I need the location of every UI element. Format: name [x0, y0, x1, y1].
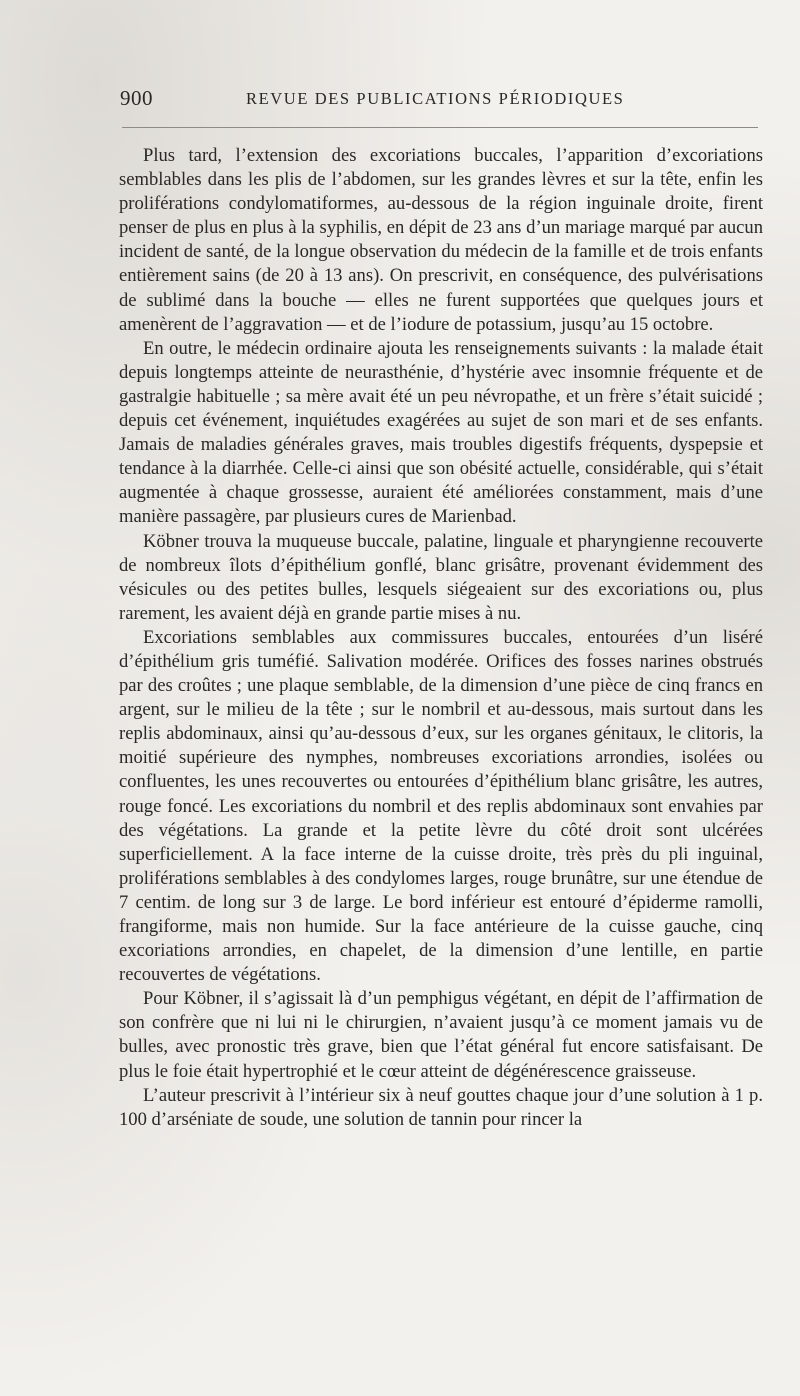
paragraph: L’auteur prescrivit à l’intérieur six à neuf gouttes chaque jour d’une solution à 1 p. 100 d’arséniate de soude, une solution de tannin pour rincer la	[119, 1084, 763, 1130]
header-rule	[122, 127, 758, 128]
paragraph: Excoriations semblables aux commissures buccales, entourées d’un liséré d’épithélium gris tuméfié. Salivation modérée. Orifices des fosses narines obstrués par des croûtes ; une plaque semblable, de la dimension d’une pièce de cinq francs en argent, sur le milieu de la tête ; sur le nombril et au-dessous, mais surtout dans les replis abdominaux, ainsi qu’au-dessous d’eux, sur les organes génitaux, le clitoris, la moitié supérieure des nymphes, nombreuses excoriations arrondies, isolées ou confluentes, les unes recouvertes ou entourées d’épithélium blanc grisâtre, les autres, rouge foncé. Les excoriations du nombril et des replis abdominaux sont envahies par des végétations. La grande et la petite lèvre du côté droit sont ulcérées superficiellement. A la face interne de la cuisse droite, très près du pli inguinal, proliférations semblables à des condylomes larges, rouge brunâtre, sur une étendue de 7 centim. de long sur 3 de large. Le bord inférieur est entouré d’épiderme ramolli, frangiforme, mais non humide. Sur la face antérieure de la cuisse gauche, cinq excoriations arrondies, en chapelet, de la dimension d’une lentille, en partie recouvertes de végétations.	[119, 626, 763, 986]
running-title: REVUE DES PUBLICATIONS PÉRIODIQUES	[246, 89, 625, 108]
paragraph: Pour Köbner, il s’agissait là d’un pemphigus végétant, en dépit de l’affirmation de son confrère que ni lui ni le chirurgien, n’avaient jusqu’à ce moment jamais vu de bulles, avec pronostic très grave, bien que l’état général fut encore satisfaisant. De plus le foie était hypertrophié et le cœur atteint de dégénérescence graisseuse.	[119, 988, 763, 1082]
paragraph: Plus tard, l’extension des excoriations buccales, l’apparition d’excoriations semblables dans les plis de l’abdomen, sur les grandes lèvres et sur la tête, enfin les proliférations condylomatiformes, au-dessous de la région inguinale droite, firent penser de plus en plus à la syphilis, en dépit de 23 ans d’un mariage marqué par aucun incident de santé, de la longue observation du médecin de la famille et de trois enfants entièrement sains (de 20 à 13 ans). On prescrivit, en conséquence, des pulvérisations de sublimé dans la bouche — elles ne furent supportées que quelques jours et amenèrent de l’aggravation — et de l’iodure de potassium, jusqu’au 15 octobre.	[119, 145, 763, 335]
page-number: 900	[120, 86, 153, 110]
paragraph: En outre, le médecin ordinaire ajouta les renseignements suivants : la malade était depuis longtemps atteinte de neurasthénie, d’hystérie avec insomnie fréquente et de gastralgie habituelle ; sa mère avait été un peu névropathe, et un frère s’était suicidé ; depuis cet événement, inquiétudes exagérées au sujet de son mari et de ses enfants. Jamais de maladies générales graves, mais troubles digestifs fréquents, dyspepsie et tendance à la diarrhée. Celle-ci ainsi que son obésité actuelle, considérable, qui s’était augmentée à chaque grossesse, auraient été améliorées constamment, mais d’une manière passagère, par plusieurs cures de Marienbad.	[119, 337, 763, 528]
body-text	[119, 144, 763, 1132]
page-header	[120, 86, 760, 116]
paragraph: Köbner trouva la muqueuse buccale, palatine, linguale et pharyngienne recouverte de nombreux îlots d’épithélium gonflé, blanc grisâtre, provenant évidemment des vésicules ou des petites bulles, lesquels siégeaient sur des excoriations ou, plus rarement, les avaient déjà en grande partie mises à nu.	[119, 530, 763, 624]
